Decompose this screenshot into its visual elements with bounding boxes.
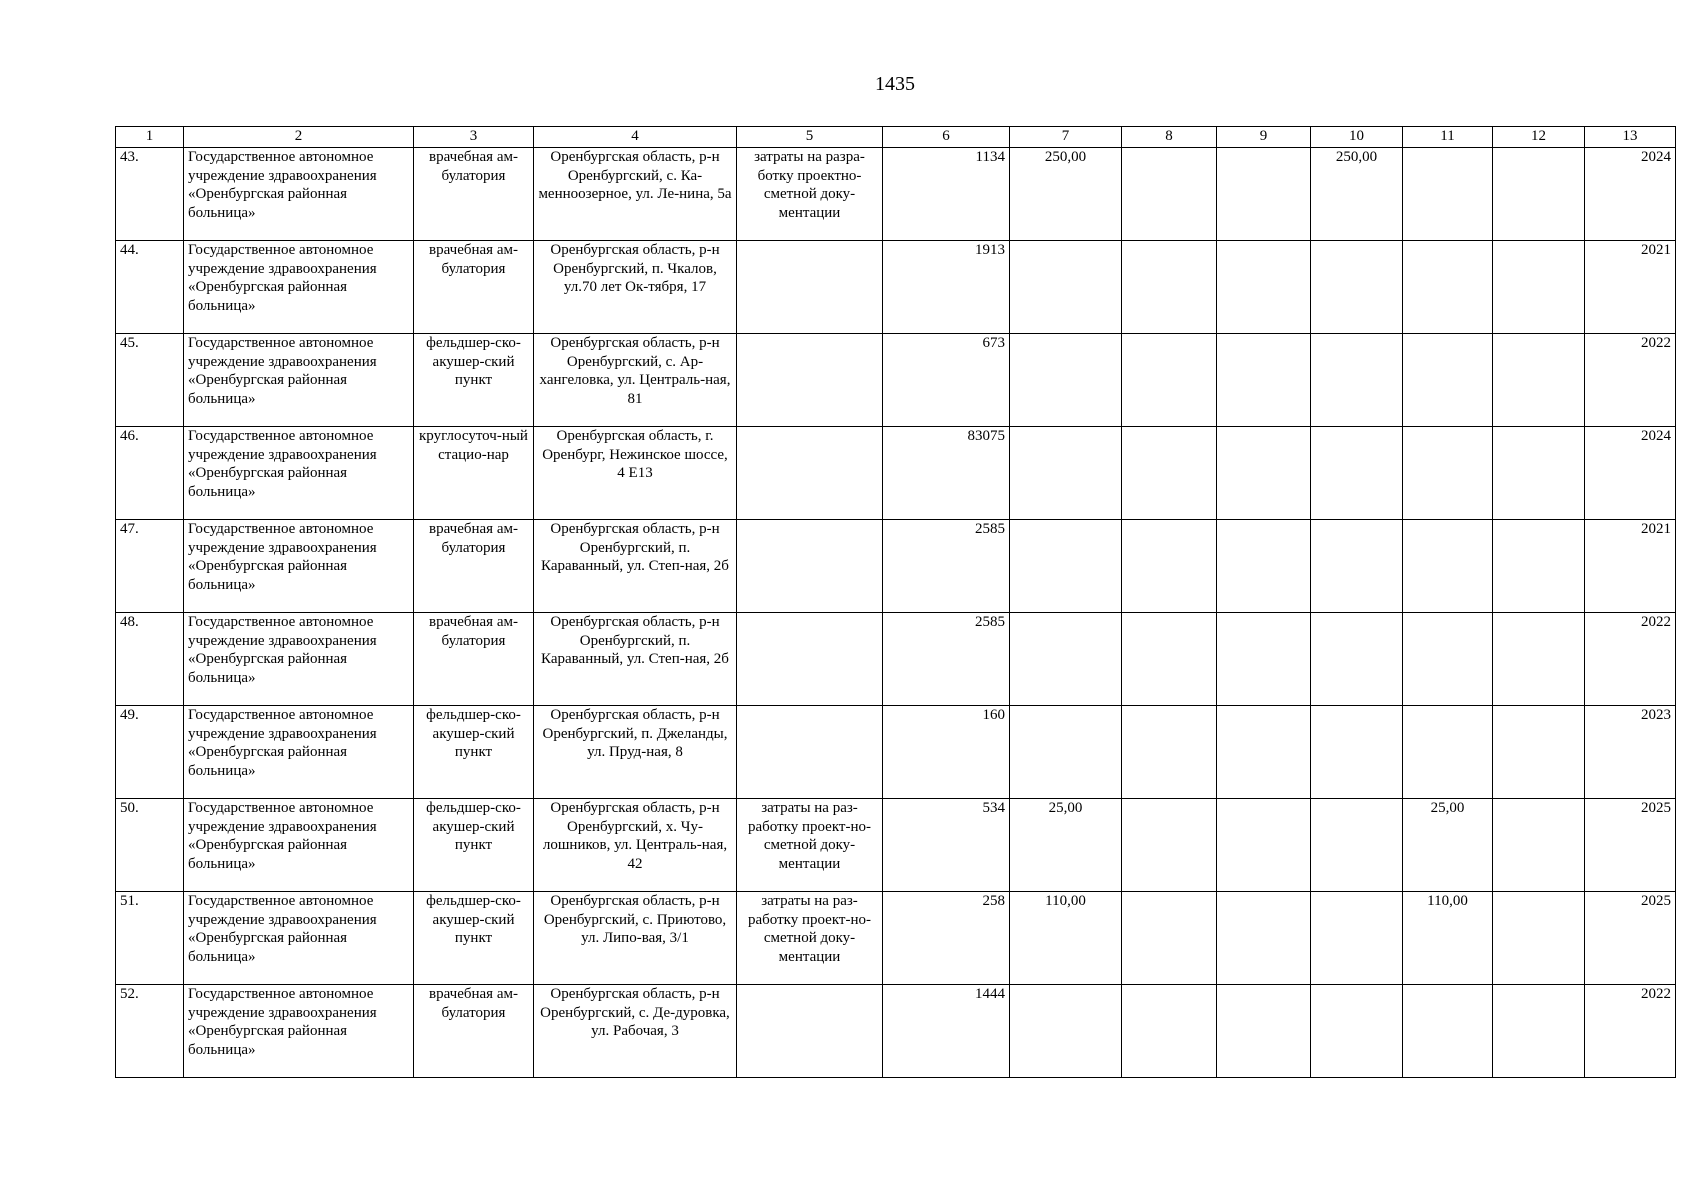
row-number: 45. bbox=[116, 334, 184, 427]
col-9-value bbox=[1217, 148, 1311, 241]
facility-type: врачебная ам-булатория bbox=[414, 241, 534, 334]
row-number: 50. bbox=[116, 799, 184, 892]
cost-note bbox=[737, 241, 883, 334]
page-number: 1435 bbox=[875, 73, 915, 95]
column-header-12: 12 bbox=[1493, 127, 1585, 148]
col-13-year: 2025 bbox=[1585, 892, 1676, 985]
column-header-1: 1 bbox=[116, 127, 184, 148]
col-7-value bbox=[1010, 427, 1122, 520]
facility-type: врачебная ам-булатория bbox=[414, 613, 534, 706]
col-12-value bbox=[1493, 892, 1585, 985]
col-9-value bbox=[1217, 241, 1311, 334]
facility-type: врачебная ам-булатория bbox=[414, 148, 534, 241]
col-13-year: 2022 bbox=[1585, 613, 1676, 706]
table-row bbox=[116, 706, 1676, 799]
row-number: 43. bbox=[116, 148, 184, 241]
institution-name: Государственное автономное учреждение здравоохранения «Оренбургская районная больница» bbox=[184, 892, 414, 985]
col-6-value: 1913 bbox=[883, 241, 1010, 334]
cost-note: затраты на разра-ботку проектно-сметной доку-ментации bbox=[737, 148, 883, 241]
col-9-value bbox=[1217, 520, 1311, 613]
table-row bbox=[116, 241, 1676, 334]
col-9-value bbox=[1217, 985, 1311, 1078]
cost-note: затраты на раз-работку проект-но-сметной доку-ментации bbox=[737, 892, 883, 985]
cost-note bbox=[737, 706, 883, 799]
table-row bbox=[116, 799, 1676, 892]
col-10-value bbox=[1311, 985, 1403, 1078]
col-12-value bbox=[1493, 706, 1585, 799]
col-10-value bbox=[1311, 241, 1403, 334]
column-header-11: 11 bbox=[1403, 127, 1493, 148]
table-row bbox=[116, 148, 1676, 241]
col-10-value bbox=[1311, 892, 1403, 985]
col-9-value bbox=[1217, 706, 1311, 799]
col-11-value bbox=[1403, 613, 1493, 706]
row-number: 44. bbox=[116, 241, 184, 334]
col-11-value: 25,00 bbox=[1403, 799, 1493, 892]
table-row bbox=[116, 334, 1676, 427]
col-13-year: 2024 bbox=[1585, 427, 1676, 520]
column-header-10: 10 bbox=[1311, 127, 1403, 148]
cost-note bbox=[737, 613, 883, 706]
col-12-value bbox=[1493, 334, 1585, 427]
column-header-7: 7 bbox=[1010, 127, 1122, 148]
col-7-value bbox=[1010, 706, 1122, 799]
row-number: 47. bbox=[116, 520, 184, 613]
facility-address: Оренбургская область, р-н Оренбургский, п. Караванный, ул. Степ-ная, 2б bbox=[534, 613, 737, 706]
institution-name: Государственное автономное учреждение здравоохранения «Оренбургская районная больница» bbox=[184, 148, 414, 241]
col-12-value bbox=[1493, 613, 1585, 706]
col-11-value bbox=[1403, 241, 1493, 334]
table-row bbox=[116, 892, 1676, 985]
col-6-value: 2585 bbox=[883, 613, 1010, 706]
col-9-value bbox=[1217, 799, 1311, 892]
col-9-value bbox=[1217, 892, 1311, 985]
col-9-value bbox=[1217, 613, 1311, 706]
institution-name: Государственное автономное учреждение здравоохранения «Оренбургская районная больница» bbox=[184, 985, 414, 1078]
cost-note: затраты на раз-работку проект-но-сметной доку-ментации bbox=[737, 799, 883, 892]
row-number: 46. bbox=[116, 427, 184, 520]
col-8-value bbox=[1122, 613, 1217, 706]
table-row bbox=[116, 520, 1676, 613]
col-7-value bbox=[1010, 241, 1122, 334]
facilities-table bbox=[115, 126, 1676, 1078]
col-6-value: 534 bbox=[883, 799, 1010, 892]
table-row bbox=[116, 985, 1676, 1078]
col-13-year: 2024 bbox=[1585, 148, 1676, 241]
facility-address: Оренбургская область, р-н Оренбургский, п. Чкалов, ул.70 лет Ок-тября, 17 bbox=[534, 241, 737, 334]
col-6-value: 1134 bbox=[883, 148, 1010, 241]
institution-name: Государственное автономное учреждение здравоохранения «Оренбургская районная больница» bbox=[184, 799, 414, 892]
col-10-value bbox=[1311, 799, 1403, 892]
col-12-value bbox=[1493, 799, 1585, 892]
col-6-value: 83075 bbox=[883, 427, 1010, 520]
facility-address: Оренбургская область, р-н Оренбургский, с. Ар-хангеловка, ул. Централь-ная, 81 bbox=[534, 334, 737, 427]
col-8-value bbox=[1122, 799, 1217, 892]
facility-address: Оренбургская область, р-н Оренбургский, с. Де-дуровка, ул. Рабочая, 3 bbox=[534, 985, 737, 1078]
column-header-8: 8 bbox=[1122, 127, 1217, 148]
col-12-value bbox=[1493, 985, 1585, 1078]
col-11-value bbox=[1403, 334, 1493, 427]
table-body bbox=[116, 148, 1676, 1078]
col-13-year: 2021 bbox=[1585, 520, 1676, 613]
column-header-13: 13 bbox=[1585, 127, 1676, 148]
col-10-value bbox=[1311, 520, 1403, 613]
col-13-year: 2023 bbox=[1585, 706, 1676, 799]
column-header-3: 3 bbox=[414, 127, 534, 148]
col-10-value bbox=[1311, 613, 1403, 706]
col-13-year: 2025 bbox=[1585, 799, 1676, 892]
cost-note bbox=[737, 520, 883, 613]
col-8-value bbox=[1122, 985, 1217, 1078]
col-12-value bbox=[1493, 520, 1585, 613]
facility-type: фельдшер-ско-акушер-ский пункт bbox=[414, 799, 534, 892]
col-7-value bbox=[1010, 334, 1122, 427]
facility-address: Оренбургская область, р-н Оренбургский, х. Чу-лошников, ул. Централь-ная, 42 bbox=[534, 799, 737, 892]
facility-type: круглосуточ-ный стацио-нар bbox=[414, 427, 534, 520]
column-header-5: 5 bbox=[737, 127, 883, 148]
col-12-value bbox=[1493, 427, 1585, 520]
facility-address: Оренбургская область, р-н Оренбургский, п. Караванный, ул. Степ-ная, 2б bbox=[534, 520, 737, 613]
column-header-2: 2 bbox=[184, 127, 414, 148]
col-8-value bbox=[1122, 334, 1217, 427]
col-7-value bbox=[1010, 520, 1122, 613]
facility-address: Оренбургская область, р-н Оренбургский, с. Приютово, ул. Липо-вая, 3/1 bbox=[534, 892, 737, 985]
col-13-year: 2021 bbox=[1585, 241, 1676, 334]
institution-name: Государственное автономное учреждение здравоохранения «Оренбургская районная больница» bbox=[184, 613, 414, 706]
column-header-9: 9 bbox=[1217, 127, 1311, 148]
institution-name: Государственное автономное учреждение здравоохранения «Оренбургская районная больница» bbox=[184, 427, 414, 520]
table-header-row bbox=[116, 127, 1676, 148]
col-13-year: 2022 bbox=[1585, 985, 1676, 1078]
column-header-6: 6 bbox=[883, 127, 1010, 148]
row-number: 51. bbox=[116, 892, 184, 985]
col-6-value: 1444 bbox=[883, 985, 1010, 1078]
cost-note bbox=[737, 427, 883, 520]
institution-name: Государственное автономное учреждение здравоохранения «Оренбургская районная больница» bbox=[184, 334, 414, 427]
facility-type: фельдшер-ско-акушер-ский пункт bbox=[414, 706, 534, 799]
col-11-value bbox=[1403, 520, 1493, 613]
col-6-value: 258 bbox=[883, 892, 1010, 985]
col-10-value bbox=[1311, 706, 1403, 799]
institution-name: Государственное автономное учреждение здравоохранения «Оренбургская районная больница» bbox=[184, 241, 414, 334]
col-9-value bbox=[1217, 334, 1311, 427]
col-7-value: 110,00 bbox=[1010, 892, 1122, 985]
col-8-value bbox=[1122, 427, 1217, 520]
col-7-value bbox=[1010, 985, 1122, 1078]
col-10-value bbox=[1311, 427, 1403, 520]
facility-address: Оренбургская область, р-н Оренбургский, с. Ка-менноозерное, ул. Ле-нина, 5а bbox=[534, 148, 737, 241]
col-8-value bbox=[1122, 520, 1217, 613]
col-11-value bbox=[1403, 985, 1493, 1078]
facility-type: врачебная ам-булатория bbox=[414, 985, 534, 1078]
col-8-value bbox=[1122, 241, 1217, 334]
col-10-value: 250,00 bbox=[1311, 148, 1403, 241]
col-12-value bbox=[1493, 148, 1585, 241]
col-10-value bbox=[1311, 334, 1403, 427]
facility-type: фельдшер-ско-акушер-ский пункт bbox=[414, 892, 534, 985]
col-12-value bbox=[1493, 241, 1585, 334]
facility-type: врачебная ам-булатория bbox=[414, 520, 534, 613]
column-header-4: 4 bbox=[534, 127, 737, 148]
col-6-value: 673 bbox=[883, 334, 1010, 427]
col-11-value bbox=[1403, 427, 1493, 520]
col-6-value: 160 bbox=[883, 706, 1010, 799]
col-8-value bbox=[1122, 892, 1217, 985]
col-11-value: 110,00 bbox=[1403, 892, 1493, 985]
col-7-value: 25,00 bbox=[1010, 799, 1122, 892]
row-number: 49. bbox=[116, 706, 184, 799]
col-8-value bbox=[1122, 148, 1217, 241]
table-row bbox=[116, 613, 1676, 706]
cost-note bbox=[737, 985, 883, 1078]
facility-address: Оренбургская область, г. Оренбург, Нежинское шоссе, 4 Е13 bbox=[534, 427, 737, 520]
col-11-value bbox=[1403, 148, 1493, 241]
col-7-value bbox=[1010, 613, 1122, 706]
col-11-value bbox=[1403, 706, 1493, 799]
row-number: 52. bbox=[116, 985, 184, 1078]
cost-note bbox=[737, 334, 883, 427]
col-7-value: 250,00 bbox=[1010, 148, 1122, 241]
col-13-year: 2022 bbox=[1585, 334, 1676, 427]
institution-name: Государственное автономное учреждение здравоохранения «Оренбургская районная больница» bbox=[184, 520, 414, 613]
institution-name: Государственное автономное учреждение здравоохранения «Оренбургская районная больница» bbox=[184, 706, 414, 799]
col-9-value bbox=[1217, 427, 1311, 520]
col-6-value: 2585 bbox=[883, 520, 1010, 613]
table-row bbox=[116, 427, 1676, 520]
row-number: 48. bbox=[116, 613, 184, 706]
col-8-value bbox=[1122, 706, 1217, 799]
facility-type: фельдшер-ско-акушер-ский пункт bbox=[414, 334, 534, 427]
facility-address: Оренбургская область, р-н Оренбургский, п. Джеланды, ул. Пруд-ная, 8 bbox=[534, 706, 737, 799]
